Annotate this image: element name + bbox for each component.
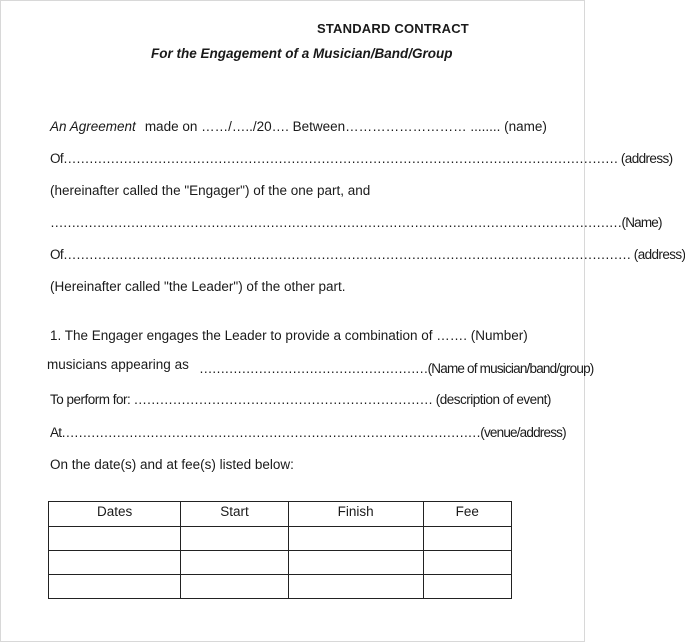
engager-address-line: Of………………………………………………………………………………………………………………… (address) xyxy=(50,151,673,166)
document-title: STANDARD CONTRACT xyxy=(317,21,469,36)
engager-note: (hereinafter called the "Engager") of the one part, and xyxy=(50,183,371,198)
agreement-lead: An Agreement xyxy=(50,119,136,134)
table-row xyxy=(49,527,512,551)
fee-table-header-dates: Dates xyxy=(49,502,181,527)
table-row xyxy=(49,551,512,575)
table-cell[interactable] xyxy=(181,527,289,551)
fee-table xyxy=(48,501,512,599)
leader-name-line: ………………………………………………………………………………………………………………………(Name) xyxy=(50,215,662,230)
fee-table-header-finish: Finish xyxy=(288,502,423,527)
agreement-line xyxy=(50,119,547,134)
table-row xyxy=(49,575,512,599)
fee-table-header-start: Start xyxy=(181,502,289,527)
leader-address-line: Of…………………………………………………………………………………………………………………… (address) xyxy=(50,247,685,262)
agreement-date-parties: made on ……/…../20…. Between……………………… ........ (name) xyxy=(144,119,547,134)
table-cell[interactable] xyxy=(423,551,511,575)
table-cell[interactable] xyxy=(49,527,181,551)
clause-1-schedule-intro: On the date(s) and at fee(s) listed below: xyxy=(50,457,294,472)
clause-1-venue-line: At………………………………………………………………………………………(venue/address) xyxy=(50,425,566,440)
clause-1-line-1: 1. The Engager engages the Leader to provide a combination of ……. (Number) xyxy=(50,328,528,343)
table-cell[interactable] xyxy=(181,551,289,575)
clause-1-musicians-name: ………………………………………………(Name of musician/band/group) xyxy=(199,361,594,376)
leader-note: (Hereinafter called "the Leader") of the other part. xyxy=(50,279,346,294)
document-subtitle: For the Engagement of a Musician/Band/Group xyxy=(151,46,453,61)
table-cell[interactable] xyxy=(423,527,511,551)
table-cell[interactable] xyxy=(288,575,423,599)
table-cell[interactable] xyxy=(288,527,423,551)
table-cell[interactable] xyxy=(288,551,423,575)
fee-table-header-row xyxy=(49,502,512,527)
table-cell[interactable] xyxy=(181,575,289,599)
clause-1-perform-line: To perform for: …………………………………………………………… (description of event) xyxy=(50,392,551,407)
clause-1-musicians-label: musicians appearing as xyxy=(47,357,189,372)
table-cell[interactable] xyxy=(423,575,511,599)
table-cell[interactable] xyxy=(49,575,181,599)
table-cell[interactable] xyxy=(49,551,181,575)
fee-table-header-fee: Fee xyxy=(423,502,511,527)
